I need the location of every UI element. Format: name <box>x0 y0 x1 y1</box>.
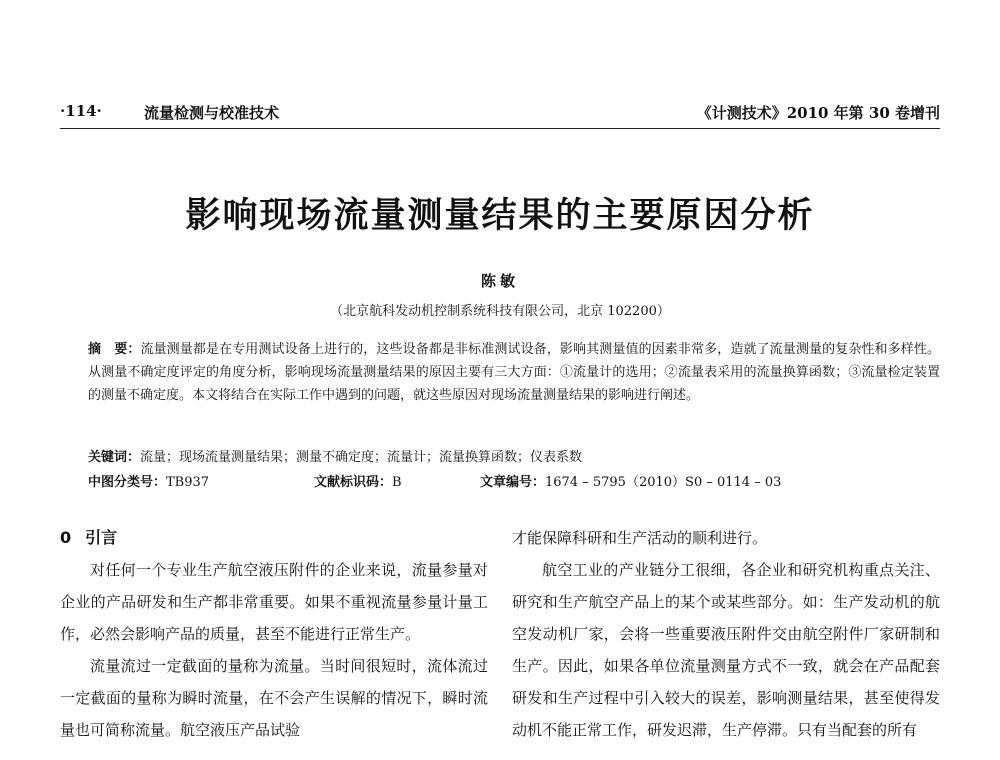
left-column <box>60 522 488 746</box>
keywords-label: 关键词： <box>88 450 141 465</box>
author-affiliation: （北京航科发动机控制系统科技有限公司，北京 102200） <box>330 304 670 319</box>
keywords-row <box>60 446 940 465</box>
paragraph: 流量流过一定截面的量称为流量。当时间很短时，流体流过一定截面的量称为瞬时流量，在不会产生误解的情况下，瞬时流量也可简称流量。航空液压产品试验 <box>60 657 488 739</box>
section-name: 流量检测与校准技术 <box>144 104 280 122</box>
author-name: 陈敏 <box>480 272 519 290</box>
abstract-text: 流量测量都是在专用测试设备上进行的，这些设备都是非标准测试设备，影响其测量值的因素非常多，造就了流量测量的复杂性和多样性。从测量不确定度评定的角度分析，影响现场流量测量结果的原因主要有三大方面：①流量计的选用；②流量表采用的流量换算函数；③流量检定装置的测量不确定度。本文将结合在实际工作中遇到的问题，就这些原因对现场流量测量结果的影响进行阐述。 <box>88 342 940 403</box>
keywords-text: 流量；现场流量测量结果；测量不确定度；流量计；流量换算函数；仪表系数 <box>140 450 583 465</box>
right-column <box>512 522 940 746</box>
section-number: 0 <box>60 528 72 547</box>
paragraph: 对任何一个专业生产航空液压附件的企业来说，流量参量对企业的产品研发和生产都非常重要。如果不重视流量参量计量工作，必然会影响产品的质量，甚至不能进行正常生产。 <box>60 561 488 643</box>
section-title: 引言 <box>85 528 118 547</box>
running-header <box>60 100 940 129</box>
paragraph: 航空工业的产业链分工很细，各企业和研究机构重点关注、研究和生产航空产品上的某个或某些部分。如：生产发动机的航空发动机厂家，会将一些重要液压附件交由航空附件厂家研制和生产。因此，如果各单位流量测量方式不一致，就会在产品配套研发和生产过程中引入较大的误差，影响测量结果，甚至使得发动机不能正常工作，研发迟滞，生产停滞。只有当配套的所有 <box>512 561 940 739</box>
abstract <box>60 338 940 407</box>
paper-title: 影响现场流量测量结果的主要原因分析 <box>185 196 815 236</box>
doc-code-label: 文献标识码： <box>314 475 393 490</box>
article-number-label: 文章编号： <box>480 475 546 490</box>
clc-number <box>88 471 209 490</box>
article-number-value: 1674 – 5795（2010）S0 – 0114 – 03 <box>545 475 782 490</box>
doc-code-value: B <box>392 475 402 490</box>
article-number <box>480 471 781 490</box>
journal-info: 《计测技术》2010 年第 30 卷增刊 <box>696 104 940 122</box>
paragraph-continuation: 才能保障科研和生产活动的顺利进行。 <box>512 529 768 547</box>
document-code <box>314 471 402 490</box>
abstract-label: 摘 要： <box>88 342 141 357</box>
clc-value: TB937 <box>166 475 210 490</box>
section-heading <box>60 522 488 554</box>
clc-label: 中图分类号： <box>88 475 167 490</box>
page-number: ·114· <box>60 102 102 120</box>
